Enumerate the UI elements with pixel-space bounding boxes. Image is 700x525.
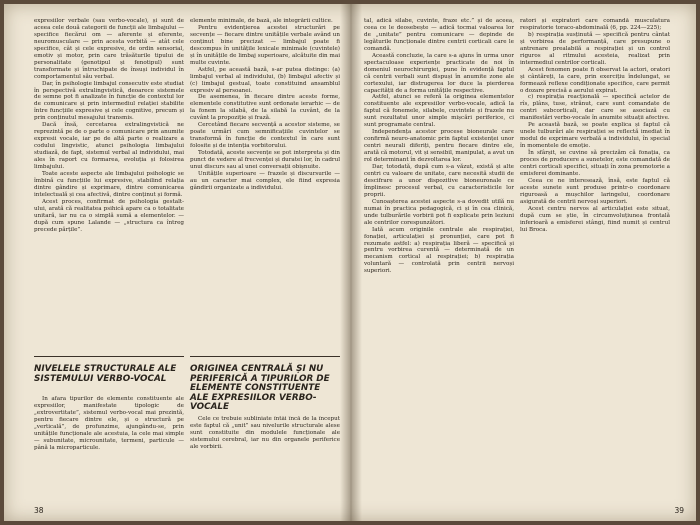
left-lower-column-1 (34, 396, 184, 504)
section-rule (190, 356, 340, 357)
left-lower-column-2 (190, 416, 340, 504)
section-heading: ORIGINEA CENTRALĂ ȘI NU PERIFERICĂ A TIPURILOR DE ELEMENTE CONSTITUENTE ALE EXPRESIILOR VERBO-VOCALE (190, 364, 330, 413)
paragraph: De asemenea, în fiecare dintre aceste forme, elementele constitutive sunt ordonate ierarhic — de la fonem la silabă, de la silabă la cuvânt, de la cuvânt la propoziție și frază. (190, 94, 340, 122)
paragraph: Iată acum originile centrale ale respirației, fonației, articulației și pronunției, care pot fi rezumate astfel: a) respirația liberă — specifică și pentru vorbirea curentă — determinată de un mecanism cortical al respirației; b) respirația voluntară — controlată prin centrii nervoși superiori. (364, 226, 514, 275)
paragraph: b) respirația susținută — specifică pentru cântat și vorbirea de performanță, care presupune o antrenare prealabilă a respirației și un control riguros al ritmului acesteia, realizat prin intermediul centrilor corticali. (520, 31, 670, 66)
paragraph: tal, adică silabe, cuvinte, fraze etc.” și de aceea, ceea ce le deosebește — adică tocmai valoarea lor de „unitate” pentru comunicare — depinde de legăturile funcționale dintre centrii corticali care le comandă. (364, 18, 514, 52)
paragraph: Pentru evidențierea acestei structurări pe secvențe — fiecare dintre unitățile verbale având un conținut bine precizat — limbajul poate fi descompus în unitățile lexicale minimale (cuvintele) și în unitățile de limbaj superioare, alcătuite din mai multe cuvinte. (190, 24, 340, 66)
paragraph: Acest proces, confirmat de psihologia gestalt-ului, arată că realitatea psihică apare ca o totalitate unitară, iar nu ca o simplă sumă a elementelor. — după cum spune Lalande — „structura ca întreg precede părțile”. (34, 198, 184, 233)
page-number: 39 (674, 506, 684, 515)
paragraph: Cunoașterea acestei aspecte s-a dovedit utilă nu numai în practica pedagogică, ci și în cea clinică, unde tulburările vorbirii pot fi explicate prin leziuni ale centrilor corespunzători. (364, 198, 514, 226)
right-column-1 (364, 18, 514, 508)
paragraph: Dar, totodată, după cum s-a văzut, există și alte centri cu valoare de unitate, care necesită studii de descifrare a unor dispozitive bioneuronale ce împlinesc procesul verbal, cu caracteristicile lor proprii. (364, 164, 514, 198)
paragraph: Dacă însă, cercetarea extralingvistică ne reprezintă pe de o parte o comunicare prin anumite expresii vocale, iar pe de altă parte o realizare a codului lingvistic, atunci psihologia limbajului studiază, de fapt, sistemul verbal al individului, mai ales în raport cu formarea, evoluția și folosirea limbajului. (34, 122, 184, 171)
paragraph: Pe această bază, se poate explica și faptul că unele tulburări ale respirației se reflectă imediat în modul de exprimare verbală a individului, în special în momentele de emoție. (520, 122, 670, 150)
book-gutter (340, 4, 362, 521)
paragraph: Dar, în psihologie limbajul consecutiv este studiat în perspectivă extralingvistică, deoarece sistemele de semne pot fi analizate în funcție de contextul lor de comunicare și prin intermediul relației stabilite între funcțiile expresive și cele cognitive, precum și prin conținutul mesajului transmis. (34, 80, 184, 122)
paragraph: Unitățile superioare — frazele și discursurile — au un caracter mai complex, ele fiind expresia gândirii organizate a individului. (190, 170, 340, 191)
paragraph: Acest fenomen poate fi observat la actori, oratori și cântăreți, la care, prin exercițiu îndelungat, se formează reflexe condiționate specifice, care permit o dozare precisă a aerului expirat. (520, 66, 670, 94)
paragraph: Ceea ce ne interesează, însă, este faptul că aceste sunete sunt produse printr-o coordonare riguroasă a mușchilor laringelui, coordonare asigurată de centrii nervoși superiori. (520, 177, 670, 205)
left-column-2 (190, 18, 340, 348)
paragraph: elemente minimale, de bază, ale integrării cultice. (190, 18, 333, 24)
paragraph: În sfârșit, se cuvine să precizăm că fonația, ca proces de producere a sunetelor, este comandată de centri corticali specifici, situați în zona premotorie a emisferei dominante. (520, 150, 670, 177)
section-rule (34, 356, 184, 357)
section-heading: NIVELELE STRUCTURALE ALE SISTEMULUI VERBO-VOCAL (34, 364, 177, 384)
paragraph: În afara tipurilor de elemente constituente ale expresiilor, manifestate tipologic de „extrovertitate”, sistemul verbo-vocal mai prezintă, pentru fiecare dintre ele, și o structură pe „verticală”, de profunzime, ajungându-se, prin unitățile funcționale ale acestuia, la cele mai simple — subunitate, microunitate, termeni, particule — până la microparticule. (34, 396, 184, 451)
paragraph: Acest centru nervos al articulației este situat, după cum se știe, în circumvoluțiunea frontală inferioară a emisferei stângi, fiind numit și centrul lui Broca. (520, 205, 670, 233)
right-column-2 (520, 18, 670, 508)
paragraph: Toate aceste aspecte ale limbajului psihologic se îmbină cu funcțiile lui expresive, stabilind relația dintre gândire și exprimare, dintre comunicarea intelectuală și cea afectivă, dintre conținut și formă. (34, 170, 184, 198)
paragraph: c) respirația reacțională — specifică actelor de rîs, plâns, tuse, strănut, care sunt comandate de centri subcorticali, dar care se asociază cu manifestări verbo-vocale în anumite situații afective. (520, 94, 670, 122)
left-column-1 (34, 18, 184, 348)
paragraph: Cele ce trebuie subliniate întâi încă de la început este faptul că „unit” sau nivelurile structurale alese sunt constituite din modulele funcționale ale sistemului cerebral, iar nu din organele periferice ale vorbirii. (190, 416, 340, 450)
paragraph: Cercetând fiecare secvență a acestor sisteme, se poate urmări cum semnificațiile cuvintelor se transformă în funcție de contextul în care sunt folosite și de intenția vorbitorului. (190, 122, 340, 150)
paragraph: Astfel, atunci se referă la originea elementelor constituente ale expresiilor verbo-vocale, adică la faptul că fonemele, silabele, cuvintele și frazele nu sunt rezultatul unor simple mișcări periferice, ci sunt programate central. (364, 94, 514, 129)
paragraph: Astfel, pe această bază, s-ar putea distinge: (a) limbajul verbal al individului, (b) limbajul afectiv și (c) limbajul gestual, toate constituind ansamblul expresiv al persoanei. (190, 66, 340, 94)
paragraph: Totodată, aceste secvențe se pot interpreta și din punct de vedere al frecvenței și duratei lor, în cadrul unui discurs sau al unei conversații obișnuite. (190, 150, 340, 171)
book-spread (4, 4, 696, 521)
left-page (4, 4, 348, 521)
paragraph: ratori și expiratori care comandă musculatura respiratorie toraco-abdominală (6, pp. 224—225); (520, 18, 670, 31)
paragraph: expresiilor verbale (sau verbo-vocale), și sunt de aceea cele două categorii de funcții ale limbajului — specifice fiecărui om — aferente și eferente, neuromusculare — prin acesta vorbită — atât cele specifice, cât și cele expresive, de ordin sensorial, emotiv și motor, prin care trăsăturile tipului de personalitate (genotipul și fenotipul) sunt transformate și întruchipate de însuși individul în comportamentul său verbal. (34, 18, 184, 80)
right-page (352, 4, 696, 521)
paragraph: Această concluzie, la care s-a ajuns în urma unor spectaculoase experiențe practicate de noi în domeniul neurochirurgiei, pune în evidență faptul că centrii verbali sunt dispuși în anumite zone ale cortexului, iar distrugerea lor duce la pierderea capacității de a forma unitățile respective. (364, 52, 514, 94)
page-number: 38 (34, 506, 44, 515)
paragraph: Independența acestor procese bioneurale care confirmă neuro-anatomic prin faptul existenței unor centri neurali diferiți, pentru fiecare dintre ele, arată că motorul, vit și sensibil, manipulat, a avut un rol determinant în dezvoltarea lor. (364, 129, 514, 164)
